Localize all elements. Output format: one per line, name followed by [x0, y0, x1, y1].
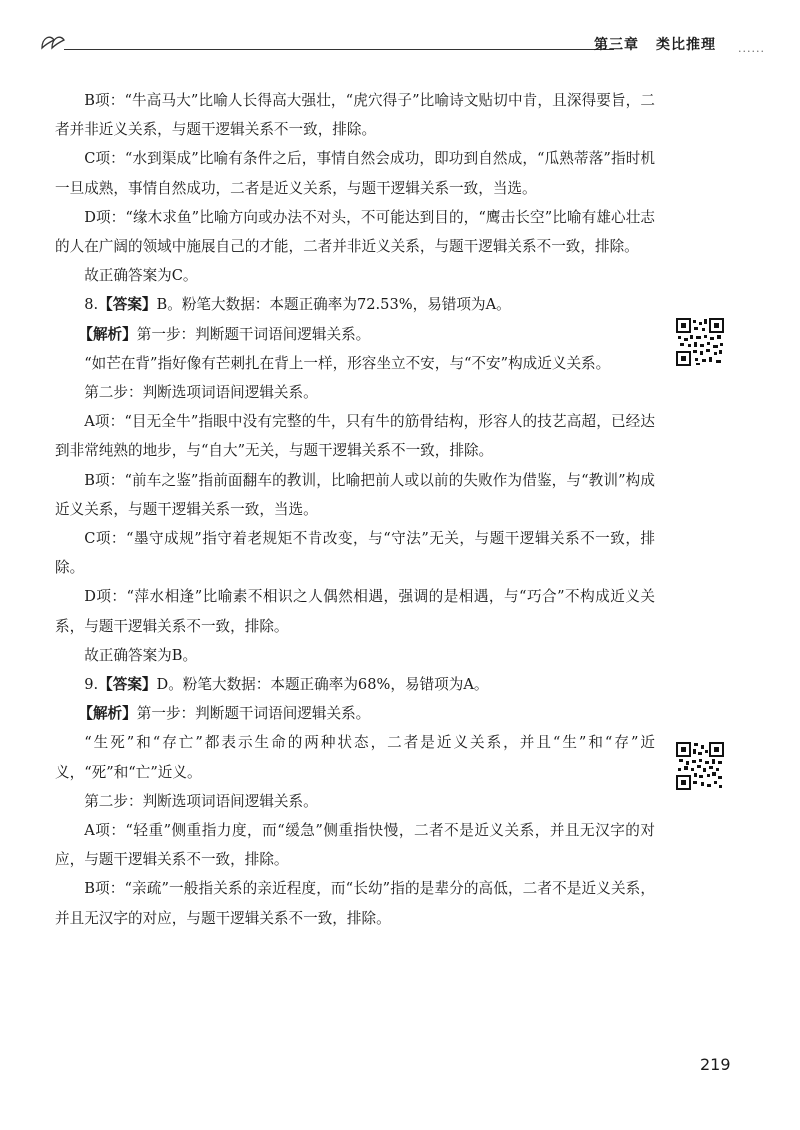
paragraph — [55, 86, 655, 144]
paragraph — [55, 320, 655, 349]
qr-code-icon — [676, 742, 724, 790]
paragraph — [55, 407, 655, 465]
text-segment: 第一步：判断题干词语间逻辑关系。 — [136, 325, 371, 343]
bold-label: 【解析】 — [78, 705, 137, 723]
paragraph — [55, 203, 655, 261]
paragraph — [55, 466, 655, 524]
text-segment: B项：“亲疏”一般指关系的亲近程度，而“长幼”指的是辈分的高低，二者不是近义关系，并且无汉字的对应，与题干逻辑关系不一致，排除。 — [55, 880, 655, 927]
page-header — [38, 30, 773, 60]
text-segment: 第二步：判断选项词语间逻辑关系。 — [84, 384, 318, 402]
text-segment: A项：“目无全牛”指眼中没有完整的牛，只有牛的筋骨结构，形容人的技艺高超，已经达到非常纯熟的地步，与“自大”无关，与题干逻辑关系不一致，排除。 — [55, 413, 655, 460]
chapter-label: 第三章 — [594, 37, 639, 53]
text-segment: B。粉笔大数据：本题正确率为72.53%，易错项为A。 — [156, 296, 511, 314]
text-segment: “如芒在背”指好像有芒刺扎在背上一样，形容坐立不安，与“不安”构成近义关系。 — [84, 354, 611, 372]
text-segment: 故正确答案为B。 — [84, 646, 198, 664]
paragraph — [55, 582, 655, 640]
text-segment: 第一步：判断题干词语间逻辑关系。 — [136, 705, 371, 723]
text-segment: C项：“水到渠成”比喻有条件之后，事情自然会成功，即功到自然成，“瓜熟蒂落”指时机一旦成熟，事情自然成功，二者是近义关系，与题干逻辑关系一致，当选。 — [55, 150, 655, 197]
paragraph — [55, 641, 655, 670]
header-rule — [64, 49, 614, 50]
text-segment: A项：“轻重”侧重指力度，而“缓急”侧重指快慢，二者不是近义关系，并且无汉字的对应，与题干逻辑关系不一致，排除。 — [55, 822, 655, 869]
paragraph — [55, 787, 655, 816]
section-label: 类比推理 — [656, 37, 716, 53]
paragraph — [55, 524, 655, 582]
body-text — [55, 86, 655, 933]
text-segment: B项：“牛高马大”比喻人长得高大强壮，“虎穴得子”比喻诗文贴切中肯，且深得要旨，二者并非近义关系，与题干逻辑关系不一致，排除。 — [55, 92, 655, 139]
bold-label: 【答案】 — [98, 296, 157, 314]
text-segment: 故正确答案为C。 — [84, 267, 198, 285]
paragraph — [55, 816, 655, 874]
page-number: 219 — [700, 1055, 731, 1074]
text-segment: C项：“墨守成规”指守着老规矩不肯改变，与“守法”无关，与题干逻辑关系不一致，排除。 — [55, 530, 655, 577]
text-segment: D。粉笔大数据：本题正确率为68%，易错项为A。 — [156, 676, 489, 694]
qr-code-question-9[interactable] — [676, 742, 724, 790]
paragraph — [55, 378, 655, 407]
paragraph — [55, 261, 655, 290]
paragraph — [55, 699, 655, 728]
text-segment: 9. — [84, 676, 99, 694]
header-dots: ...... — [738, 42, 765, 55]
qr-code-question-8[interactable] — [676, 318, 724, 366]
text-segment: 8. — [84, 296, 99, 314]
text-segment: 第二步：判断选项词语间逻辑关系。 — [84, 792, 318, 810]
text-segment: D项：“萍水相逢”比喻素不相识之人偶然相遇，强调的是相遇，与“巧合”不构成近义关系，与题干逻辑关系不一致，排除。 — [55, 588, 655, 635]
text-segment: “生死”和“存亡”都表示生命的两种状态，二者是近义关系，并且“生”和“存”近义，“死”和“亡”近义。 — [55, 734, 655, 781]
paragraph — [55, 349, 655, 378]
bold-label: 【解析】 — [78, 325, 137, 343]
paragraph — [55, 670, 655, 699]
paragraph — [55, 728, 655, 786]
paragraph — [55, 874, 655, 932]
qr-code-icon — [676, 318, 724, 366]
paragraph — [55, 144, 655, 202]
text-segment: D项：“缘木求鱼”比喻方向或办法不对头，不可能达到目的，“鹰击长空”比喻有雄心壮志的人在广阔的领域中施展自己的才能，二者并非近义关系，与题干逻辑关系不一致，排除。 — [55, 208, 655, 256]
text-segment: B项：“前车之鉴”指前面翻车的教训，比喻把前人或以前的失败作为借鉴，与“教训”构成近义关系，与题干逻辑关系一致，当选。 — [55, 471, 655, 518]
bold-label: 【答案】 — [98, 676, 157, 694]
paragraph — [55, 290, 655, 319]
